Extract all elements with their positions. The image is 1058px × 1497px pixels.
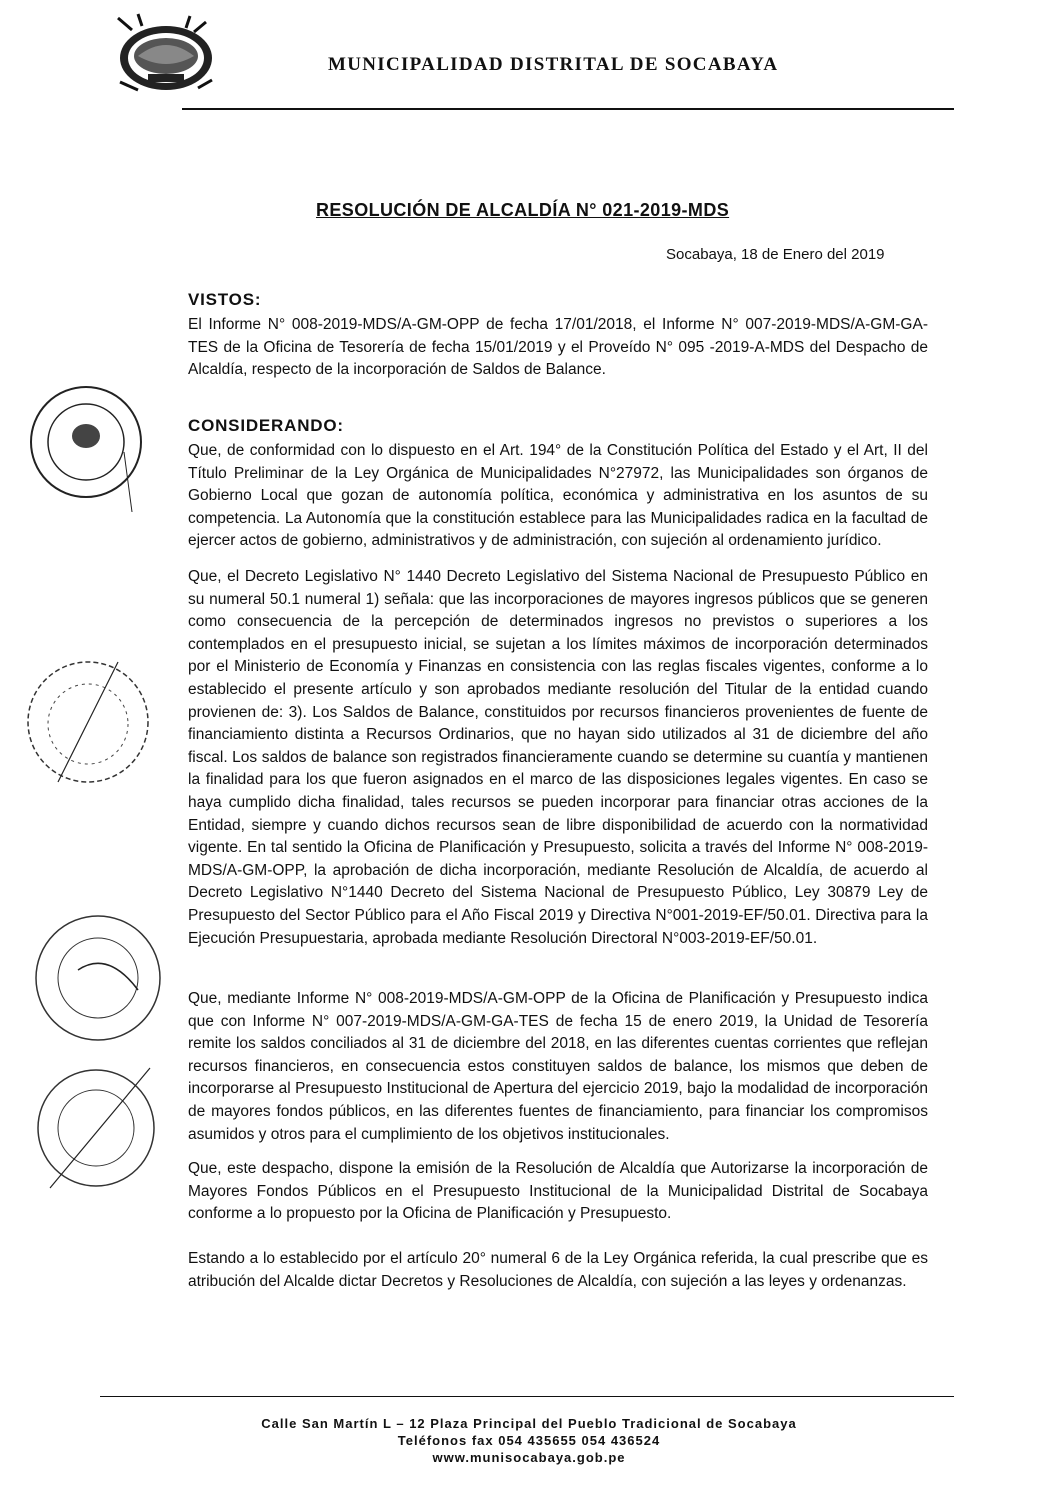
considerando-paragraph-4: Que, este despacho, dispone la emisión de la Resolución de Alcaldía que Autorizarse la incorporación de Mayores Fondos Públicos en el Presupuesto Institucional de la Municipalidad Distrital de Socabaya conforme a lo propuesto por la Oficina de Planificación y Presupuesto.: [188, 1160, 928, 1223]
asesoria-juridica-stamp: [30, 1058, 170, 1198]
institution-name: MUNICIPALIDAD DISTRITAL DE SOCABAYA: [328, 54, 779, 75]
secretaria-stamp: [28, 910, 168, 1050]
vistos-heading: VISTOS:: [188, 290, 262, 309]
considerando-heading: CONSIDERANDO:: [188, 416, 344, 435]
header-divider: [182, 108, 954, 110]
considerando-paragraph-5: Estando a lo establecido por el artículo 20° numeral 6 de la Ley Orgánica referida, la cual prescribe que es atribución del Alcalde dictar Decretos y Resoluciones de Alcaldía, con sujeción a las leyes y ordenanzas.: [188, 1250, 928, 1290]
place-date: Socabaya, 18 de Enero del 2019: [666, 246, 885, 263]
resolution-title: RESOLUCIÓN DE ALCALDÍA N° 021-2019-MDS: [316, 200, 730, 220]
municipal-seal-logo: [108, 12, 220, 96]
footer-divider: [100, 1396, 954, 1397]
footer-phones: Teléfonos fax 054 435655 054 436524: [397, 1433, 661, 1448]
vistos-text: El Informe N° 008-2019-MDS/A-GM-OPP de fecha 17/01/2018, el Informe N° 007-2019-MDS/A-GM-GA-TES de la Oficina de Tesorería de fecha 15/01/2019 y el Proveído N° 095 -2019-A-MDS del Despacho de Alcaldía, respecto de la incorporación de Saldos de Balance.: [188, 316, 928, 379]
alcaldia-stamp: [24, 382, 154, 512]
considerando-paragraph-1: Que, de conformidad con lo dispuesto en el Art. 194° de la Constitución Política del Estado y el Art, II del Título Preliminar de la Ley Orgánica de Municipalidades N°27972, las Municipalidades son órganos de Gobierno Local que gozan de autonomía política, económica y administrativa en los asuntos de su competencia. La Autonomía que la constitución establece para las Municipalidades radica en la facultad de ejercer actos de gobierno, administrativos y de administración, con sujeción al ordenamiento jurídico.: [188, 442, 928, 550]
footer-website: www.munisocabaya.gob.pe: [432, 1450, 626, 1465]
considerando-paragraph-3: Que, mediante Informe N° 008-2019-MDS/A-GM-OPP de la Oficina de Planificación y Presupuesto indica que con Informe N° 007-2019-MDS/A-GM-GA-TES de fecha 15 de enero 2019, la Unidad de Tesorería remite los saldos conciliados al 31 de diciembre del 2018, en las diferentes cuentas corrientes que reflejan recursos financieros, en consecuencia estos constituyen saldos de balance, los mismos que deben de incorporarse al Presupuesto Institucional de Apertura del ejercicio 2019, bajo la modalidad de incorporación de mayores fondos públicos, en las diferentes fuentes de financiamiento, para financiar los compromisos asumidos y otros para el cumplimiento de los objetivos institucionales.: [188, 990, 928, 1143]
considerando-paragraph-2: Que, el Decreto Legislativo N° 1440 Decreto Legislativo del Sistema Nacional de Presupuesto Público en su numeral 50.1 numeral 1) señala: que las incorporaciones de mayores ingresos públicos que se generen como consecuencia de la percepción de determinados ingresos no previstos o superiores a los contemplados en el presupuesto inicial, se sujetan a los límites máximos de incorporación determinados por el Ministerio de Economía y Finanzas en consistencia con las reglas fiscales vigentes, conforme a lo establecido el presente artículo y son aprobados mediante resolución del Titular de la entidad cuando provienen de: 3). Los Saldos de Balance, constituidos por recursos financieros provenientes de fuente de financiamiento distinta a Recursos Ordinarios, que no hayan sido utilizados al 31 de diciembre del año fiscal. Los saldos de balance son registrados financieramente cuando se determine su cuantía y mantienen la finalidad para los que fueron asignados en el marco de las disposiciones legales vigentes. En caso se haya cumplido dicha finalidad, tales recursos se pueden incorporar para financiar otras acciones de la Entidad, siempre y cuando dichos recursos sean de libre disponibilidad de acuerdo con la normatividad vigente. En tal sentido la Oficina de Planificación y Presupuesto, solicita a través del Informe N° 008-2019-MDS/A-GM-OPP, la aprobación de dicha incorporación, mediante Resolución de Alcaldía, de acuerdo al Decreto Legislativo N°1440 Decreto del Sistema Nacional de Presupuesto Público, Ley 30879 Ley de Presupuesto del Sector Público para el Año Fiscal 2019 y Directiva N°001-2019-EF/50.01. Directiva para la Ejecución Presupuestaria, aprobada mediante Resolución Directoral N°003-2019-EF/50.01.: [188, 568, 928, 947]
footer-address: Calle San Martín L – 12 Plaza Principal del Pueblo Tradicional de Socabaya: [261, 1416, 797, 1431]
gerencia-stamp: [18, 652, 158, 792]
